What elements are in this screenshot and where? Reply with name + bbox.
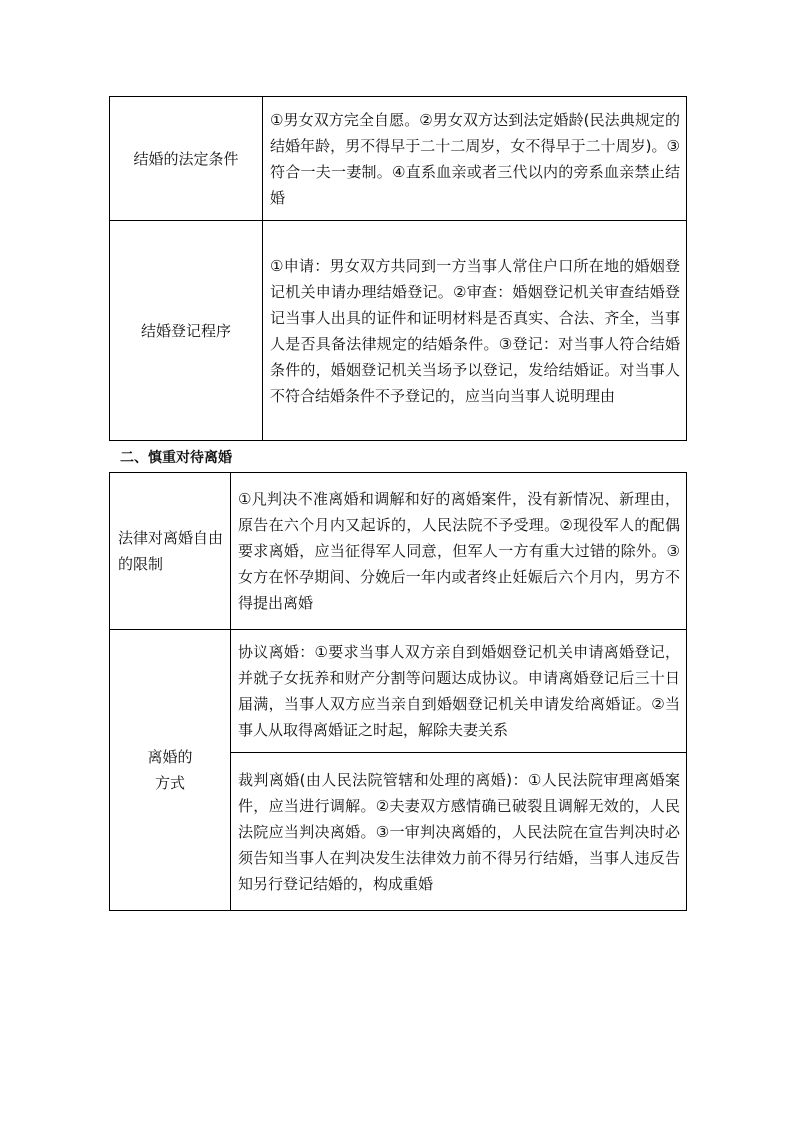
marriage-registration-content: ①申请：男女双方共同到一方当事人常住户口所在地的婚姻登记机关申请办理结婚登记。②审查：婚姻登记机关审查结婚登记当事人出具的证件和证明材料是否真实、合法、齐全，当事人是否具备法律规定的结婚条件。③登记：对当事人符合结婚条件的，婚姻登记机关当场予以登记，发给结婚证。对当事人不符合结婚条件不予登记的，应当向当事人说明理由 bbox=[263, 221, 687, 441]
divorce-agreement-content: 协议离婚：①要求当事人双方亲自到婚姻登记机关申请离婚登记，并就子女抚养和财产分割等问题达成协议。申请离婚登记后三十日届满，当事人双方应当亲自到婚姻登记机关申请发给离婚证。②当事人从取得离婚证之时起，解除夫妻关系 bbox=[231, 630, 687, 753]
divorce-methods-label-line2: 方式 bbox=[154, 774, 185, 792]
divorce-restriction-content: ①凡判决不准离婚和调解和好的离婚案件，没有新情况、新理由，原告在六个月内又起诉的，人民法院不予受理。②现役军人的配偶要求离婚，应当征得军人同意，但军人一方有重大过错的除外。③女方在怀孕期间、分娩后一年内或者终止妊娠后六个月内，男方不得提出离婚 bbox=[231, 473, 687, 630]
divorce-table bbox=[109, 472, 687, 911]
divorce-litigation-content: 裁判离婚(由人民法院管辖和处理的离婚)：①人民法院审理离婚案件，应当进行调解。②夫妻双方感情确已破裂且调解无效的，人民法院应当判决离婚。③一审判决离婚的，人民法院在宣告判决时必须告知当事人在判决发生法律效力前不得另行结婚，当事人违反告知另行登记结婚的，构成重婚 bbox=[231, 753, 687, 911]
divorce-methods-label-line1: 离婚的 bbox=[147, 748, 193, 766]
divorce-restriction-label: 法律对离婚自由的限制 bbox=[110, 473, 231, 630]
table-row bbox=[110, 221, 687, 441]
table-row bbox=[110, 97, 687, 221]
marriage-conditions-content: ①男女双方完全自愿。②男女双方达到法定婚龄(民法典规定的结婚年龄，男不得早于二十二周岁，女不得早于二十周岁)。③符合一夫一妻制。④直系血亲或者三代以内的旁系血亲禁止结婚 bbox=[263, 97, 687, 221]
section-heading: 二、慎重对待离婚 bbox=[120, 450, 232, 466]
table-row bbox=[110, 473, 687, 630]
divorce-methods-label bbox=[110, 630, 231, 911]
table-row bbox=[110, 630, 687, 753]
marriage-registration-label: 结婚登记程序 bbox=[110, 221, 263, 441]
marriage-table bbox=[109, 96, 687, 441]
marriage-conditions-label: 结婚的法定条件 bbox=[110, 97, 263, 221]
